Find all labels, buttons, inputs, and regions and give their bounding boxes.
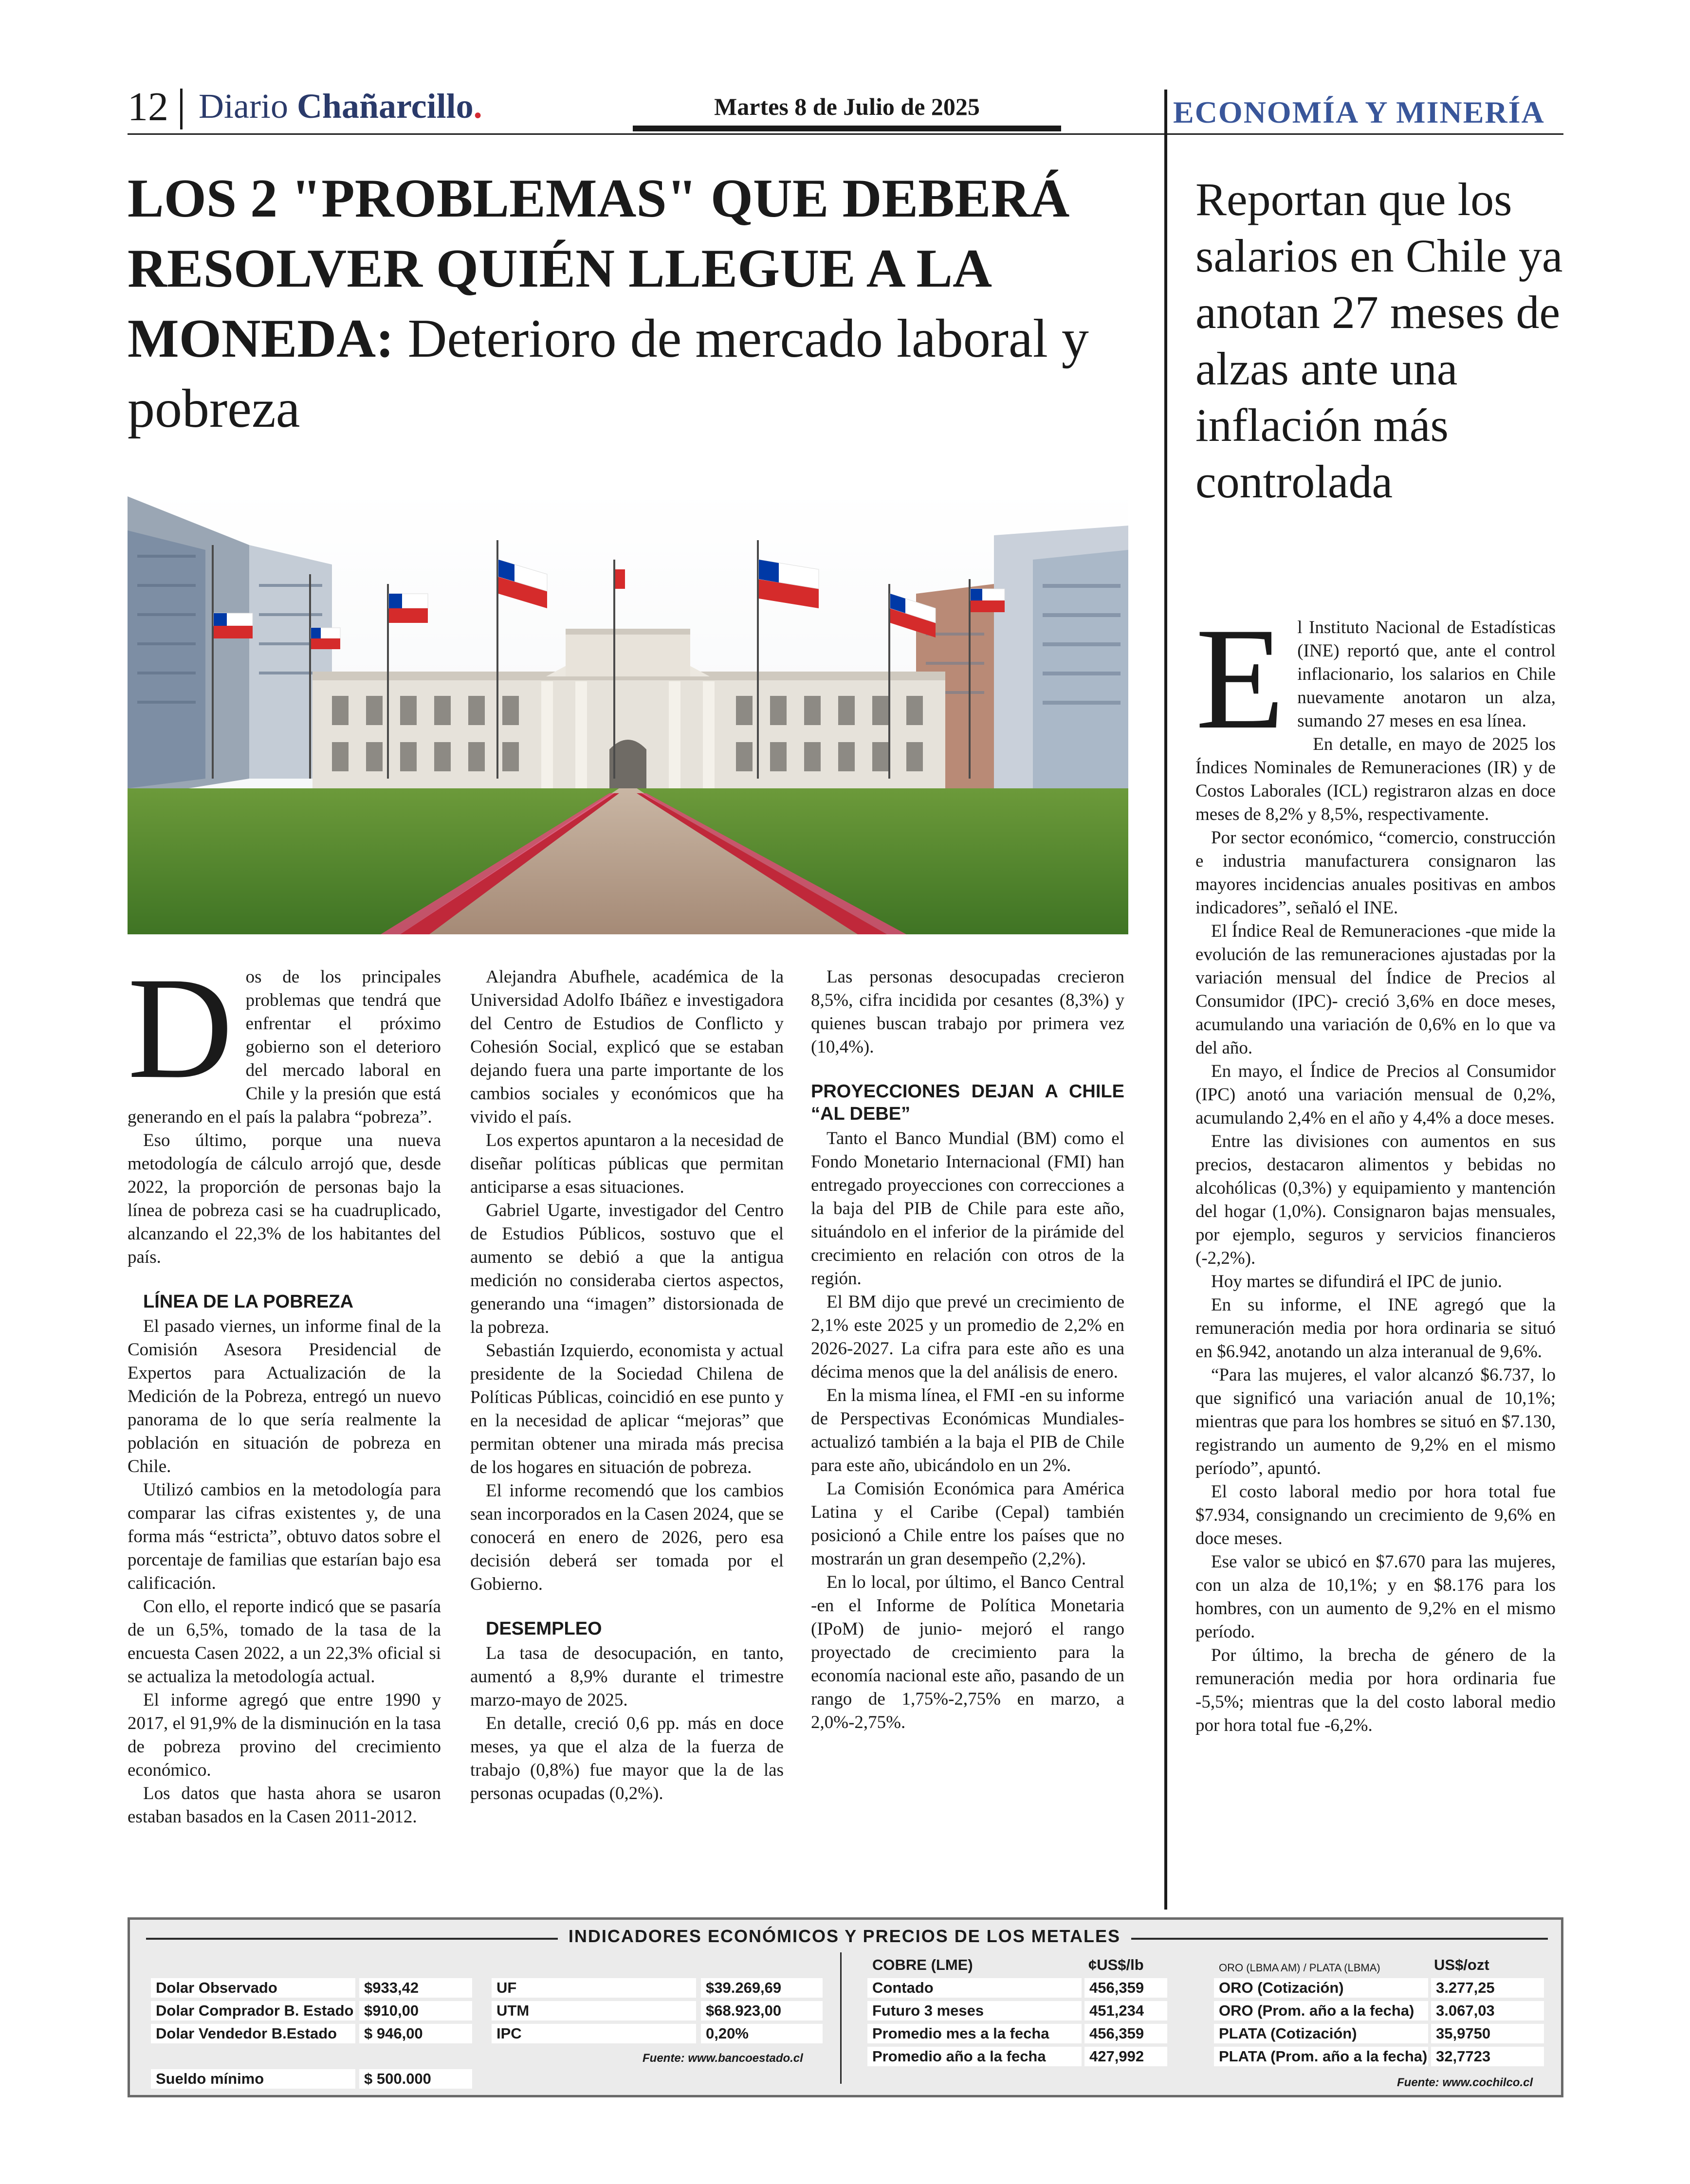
uf-label: UF (492, 1978, 696, 1998)
cobre-promedio-ano-label: Promedio año a la fecha (867, 2047, 1082, 2066)
ipc-value: 0,20% (701, 2024, 823, 2043)
article-column-2 (470, 965, 784, 1805)
oro-cotizacion-label: ORO (Cotización) (1214, 1978, 1428, 1998)
copper-unit: ¢US$/lb (1088, 1956, 1144, 1973)
section-name: ECONOMÍA Y MINERÍA (1173, 95, 1545, 129)
side-headline: Reportan que los salarios en Chile ya anotan 27 meses de alzas ante una inflación más controlada (1195, 173, 1563, 508)
paragraph: El informe agregó que entre 1990 y 2017, el 91,9% de la disminución en la tasa de pobreza provino del crecimiento económico. (128, 1690, 441, 1780)
main-headline (128, 164, 1101, 444)
plata-promedio-label: PLATA (Prom. año a la fecha) (1214, 2047, 1428, 2066)
paragraph: Con ello, el reporte indicó que se pasaría de un 6,5%, tomado de la tasa de la encuesta Casen 2022, a un 22,3% oficial si se actualiza la metodología actual. (128, 1597, 441, 1687)
ipc-label: IPC (492, 2024, 696, 2043)
paragraph: En detalle, en mayo de 2025 los Índices Nominales de Remuneraciones (IR) y de Costos Laborales (ICL) registraron alzas en doce meses de 8,2% y 8,5%, respectivamente. (1195, 734, 1556, 824)
sueldo-minimo-label: Sueldo mínimo (151, 2069, 355, 2089)
date-rule (633, 126, 1061, 131)
paragraph: Utilizó cambios en la metodología para comparar las cifras existentes y, de una forma más “estricta”, obtuvo datos sobre el porcentaje de familias que estarían bajo esa calificación. (128, 1480, 441, 1593)
headline-rest: Deterioro de mercado laboral y pobreza (128, 309, 1089, 439)
cobre-promedio-ano-value: 427,992 (1084, 2047, 1167, 2066)
column-divider (1164, 90, 1167, 1910)
paragraph: Las personas desocupadas crecieron 8,5%, cifra incidida por cesantes (8,3%) y quienes buscan trabajo por primera vez (10,4%). (811, 967, 1124, 1057)
sueldo-minimo-value: $ 500.000 (359, 2069, 472, 2089)
paragraph: “Para las mujeres, el valor alcanzó $6.737, lo que significó una variación anual de 10,1%; mientras que para los hombres se situó en $7.130, registrando un aumento de 9,2% en el mismo período”, apuntó. (1195, 1365, 1556, 1478)
paragraph: Sebastián Izquierdo, economista y actual presidente de la Sociedad Chilena de Políticas Públicas, coincidió en ese punto y en la necesidad de aplicar “mejoras” que permitan obtener una mirada más precisa de los hogares en situación de pobreza. (470, 1341, 784, 1477)
lead-paragraph: El Instituto Nacional de Estadísticas (INE) reportó que, ante el control inflacionario, los salarios en Chile nuevamente anotaron un alza, sumando 27 meses en esa línea. (1195, 598, 1556, 759)
paragraph: El costo laboral medio por hora total fue $7.934, consignando un crecimiento de 9,6% en doce meses. (1195, 1482, 1556, 1548)
newspaper-logo (199, 89, 482, 124)
source-cochilco: Fuente: www.cochilco.cl (1397, 2076, 1533, 2089)
logo-dot: . (473, 87, 482, 126)
dolar-observado-value: $933,42 (359, 1978, 472, 1998)
source-bancoestado: Fuente: www.bancoestado.cl (643, 2052, 803, 2065)
paragraph: En su informe, el INE agregó que la remuneración media por hora ordinaria se situó en $6.942, anotando un alza interanual de 9,6%. (1195, 1295, 1556, 1362)
header-rule (128, 133, 1563, 135)
article-column-3 (811, 965, 1124, 1734)
paragraph: El pasado viernes, un informe final de la Comisión Asesora Presidencial de Expertos para Actualización de la Medición de la Pobreza, entregó un nuevo panorama de lo que sería realmente la población en situación de pobreza en Chile. (128, 1316, 441, 1476)
dolar-observado-label: Dolar Observado (151, 1978, 355, 1998)
oro-promedio-value: 3.067,03 (1431, 2001, 1544, 2020)
indicators-title: INDICADORES ECONÓMICOS Y PRECIOS DE LOS METALES (550, 1926, 1139, 1947)
dropcap: D (128, 947, 233, 1109)
dolar-comprador-value: $910,00 (359, 2001, 472, 2020)
indicators-separator (840, 1952, 842, 2084)
uf-value: $39.269,69 (701, 1978, 823, 1998)
paragraph: En detalle, creció 0,6 pp. más en doce meses, ya que el alza de la fuerza de trabajo (0,8%) fue mayor que la de las personas ocupadas (0,2%). (470, 1713, 784, 1803)
paragraph: En mayo, el Índice de Precios al Consumidor (IPC) anotó una variación mensual de 0,2%, acumulando 2,4% en el año y 4,4% a doce meses. (1195, 1061, 1556, 1128)
utm-value: $68.923,00 (701, 2001, 823, 2020)
subheading-desempleo: DESEMPLEO (486, 1619, 602, 1639)
headline-kicker: LOS 2 "PROBLEMAS" QUE DEBERÁ RESOLVER QUIÉN LLEGUE A LA MONEDA: (128, 168, 1070, 369)
utm-label: UTM (492, 2001, 696, 2020)
paragraph: Hoy martes se difundirá el IPC de junio. (1211, 1272, 1503, 1292)
cobre-promedio-mes-value: 456,359 (1084, 2024, 1167, 2043)
dropcap: E (1195, 598, 1285, 759)
cobre-contado-value: 456,359 (1084, 1978, 1167, 1998)
page-number: 12 (128, 84, 168, 129)
plata-cotizacion-label: PLATA (Cotización) (1214, 2024, 1428, 2043)
paragraph: Los datos que hasta ahora se usaron estaban basados en la Casen 2011-2012. (128, 1784, 441, 1827)
paragraph: La Comisión Económica para América Latina y el Caribe (Cepal) también posicionó a Chile entre los países que no mostrarán un gran desempeño (2,2%). (811, 1479, 1124, 1569)
subheading-proyecciones: PROYECCIONES DEJAN A CHILE “AL DEBE” (811, 1081, 1124, 1124)
paragraph: Los expertos apuntaron a la necesidad de diseñar políticas públicas que permitan anticiparse a esas situaciones. (470, 1130, 784, 1197)
cobre-contado-label: Contado (867, 1978, 1082, 1998)
paragraph: La tasa de desocupación, en tanto, aumentó a 8,9% durante el trimestre marzo-mayo de 2025. (470, 1643, 784, 1710)
article-column-1 (128, 947, 441, 1829)
paragraph: Tanto el Banco Mundial (BM) como el Fondo Monetario Internacional (FMI) han entregado proyecciones con correcciones a la baja del PIB de Chile para este año, situándolo en el inferior de la pirámide del crecimiento en relación con otros de la región. (811, 1128, 1124, 1289)
paragraph: Por último, la brecha de género de la remuneración media por hora ordinaria fue -5,5%; mientras que la del costo laboral medio por hora total fue -6,2%. (1195, 1645, 1556, 1735)
paragraph: Entre las divisiones con aumentos en sus precios, destacaron alimentos y bebidas no alcohólicas (0,3%) y equipamiento y mantención del hogar (1,0%). Consignaron bajas mensuales, por ejemplo, seguros y servicios financieros (-2,2%). (1195, 1131, 1556, 1268)
issue-date: Martes 8 de Julio de 2025 (714, 93, 980, 120)
oro-promedio-label: ORO (Prom. año a la fecha) (1214, 2001, 1428, 2020)
lead-paragraph: Dos de los principales problemas que tendrá que enfrentar el próximo gobierno son el deterioro del mercado laboral en Chile y la presión que está generando en el país la palabra “pobreza”. (128, 947, 441, 1127)
paragraph: Ese valor se ubicó en $7.670 para las mujeres, con un alza de 10,1%; y en $8.176 para los hombres, con un aumento de 9,2% en el mismo período. (1195, 1552, 1556, 1642)
paragraph: El informe recomendó que los cambios sean incorporados en la Casen 2024, que se conocerá en enero de 2026, pero esa decisión deberá ser tomada por el Gobierno. (470, 1481, 784, 1594)
cobre-promedio-mes-label: Promedio mes a la fecha (867, 2024, 1082, 2043)
plata-promedio-value: 32,7723 (1431, 2047, 1544, 2066)
gold-silver-unit: US$/ozt (1434, 1956, 1489, 1973)
cobre-futuro-label: Futuro 3 meses (867, 2001, 1082, 2020)
logo-word-diario: Diario (199, 87, 297, 126)
subheading-linea-pobreza: LÍNEA DE LA POBREZA (143, 1292, 354, 1312)
gold-silver-header: ORO (LBMA AM) / PLATA (LBMA) (1219, 1962, 1380, 1974)
plata-cotizacion-value: 35,9750 (1431, 2024, 1544, 2043)
paragraph: El Índice Real de Remuneraciones -que mide la evolución de las remuneraciones ajustadas por la variación mensual del Índice de Precios al Consumidor (IPC)- creció 3,6% en doce meses, acumulando una variación de 0,6% en lo que va del año. (1195, 921, 1556, 1058)
side-article-column (1195, 598, 1556, 1737)
paragraph: Alejandra Abufhele, académica de la Universidad Adolfo Ibáñez e investigadora del Centro de Estudios de Conflicto y Cohesión Social, explicó que se estaban dejando fuera una parte importante de los cambios sociales y económicos que ha vivido el país. (470, 967, 784, 1127)
dolar-vendedor-value: $ 946,00 (359, 2024, 472, 2043)
dolar-comprador-label: Dolar Comprador B. Estado (151, 2001, 355, 2020)
copper-header: COBRE (LME) (872, 1956, 973, 1973)
oro-cotizacion-value: 3.277,25 (1431, 1978, 1544, 1998)
paragraph: El BM dijo que prevé un crecimiento de 2,1% este 2025 y un promedio de 2,2% en 2026-2027. La cifra para este año es una décima menos que la del análisis de enero. (811, 1292, 1124, 1382)
paragraph: Gabriel Ugarte, investigador del Centro de Estudios Públicos, sostuvo que el aumento se debió a que la antigua medición no consideraba ciertos aspectos, generando una “imagen” distorsionada de la pobreza. (470, 1201, 784, 1337)
paragraph: Eso último, porque una nueva metodología de cálculo arrojó que, desde 2022, la proporción de personas bajo la línea de pobreza casi se ha cuadruplicado, alcanzando el 22,3% de los habitantes del país. (128, 1130, 441, 1267)
logo-word-chanarcillo: Chañarcillo (296, 87, 474, 126)
cobre-futuro-value: 451,234 (1084, 2001, 1167, 2020)
paragraph: Por sector económico, “comercio, construcción e industria manufacturera consignaron las mayores incidencias anuales positivas en ambos indicadores”, señaló el INE. (1195, 828, 1556, 918)
paragraph: En lo local, por último, el Banco Central -en el Informe de Política Monetaria (IPoM) de junio- mejoró el rango proyectado de crecimiento para la economía nacional este año, pasando de un rango de 1,75%-2,75% en marzo, a 2,0%-2,75%. (811, 1572, 1124, 1732)
masthead-divider (180, 89, 183, 129)
la-moneda-photo (128, 487, 1128, 934)
dolar-vendedor-label: Dolar Vendedor B.Estado (151, 2024, 355, 2043)
paragraph: En la misma línea, el FMI -en su informe de Perspectivas Económicas Mundiales- actualizó también a la baja el PIB de Chile para este año, ubicándolo en un 2%. (811, 1385, 1124, 1475)
